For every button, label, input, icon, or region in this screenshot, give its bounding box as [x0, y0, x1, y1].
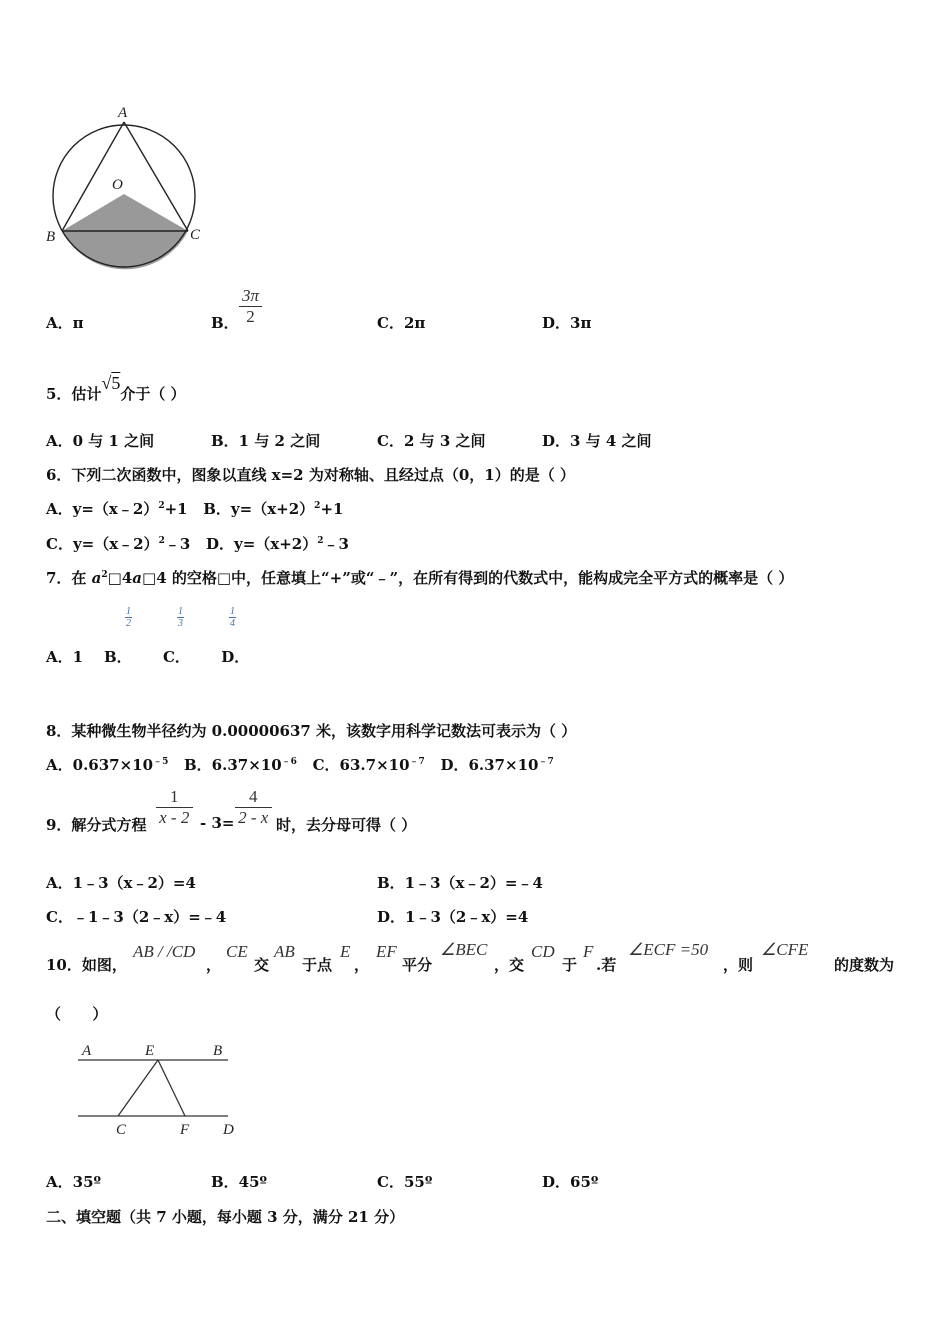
q10-text: 于 — [562, 956, 578, 974]
label-c: C — [116, 1122, 127, 1138]
frac-numerator: 3π — [239, 286, 262, 307]
q9-option-b: B．1﹣3（x﹣2）=﹣4 — [377, 874, 543, 892]
q9-option-a: A．1﹣3（x﹣2）=4 — [46, 874, 196, 892]
q7-options: A．1 B． C． D． — [46, 648, 250, 666]
label-e: E — [145, 1043, 155, 1059]
q4-option-b-label: B． — [211, 314, 239, 332]
q10-num: 10．如图， — [46, 956, 127, 974]
q10-math-ab-parallel-cd: AB / /CD — [133, 942, 196, 961]
q10-text: ，则 — [723, 956, 754, 974]
q10-math-angle-cfe: ∠CFE — [761, 940, 809, 959]
label-d: D — [223, 1122, 234, 1138]
label-a: A — [82, 1043, 92, 1059]
q10-text: ， — [354, 956, 370, 974]
q9-fraction-1 — [156, 787, 193, 828]
q10-option-b: B．45º — [211, 1173, 268, 1191]
q9-suffix: 时，去分母可得（ ） — [276, 816, 417, 834]
q10-text: 于点 — [302, 956, 333, 974]
frac-denominator: 2 - x — [238, 808, 269, 827]
q7-stem: 7．在 $a^2□4a□4$ 的空格□中，任意填上“+”或“﹣”，在所有得到的代数式中，能构成完全平方式的概率是（ ） — [46, 569, 794, 587]
q7-fraction-b: $\frac{1}{2}$ — [126, 606, 131, 629]
circle-triangle-figure — [40, 100, 210, 275]
q9-option-d: D．1﹣3（2﹣x）=4 — [377, 908, 529, 926]
q10-math-cd: CD — [531, 942, 555, 961]
q10-option-a: A．35º — [46, 1173, 102, 1191]
q9-prefix: 9．解分式方程 — [46, 816, 147, 834]
section-heading-fill-in: 二、填空题（共 7 小题，每小题 3 分，满分 21 分） — [46, 1208, 405, 1226]
q4-option-a: A．π — [46, 314, 84, 332]
q10-text: 交 — [254, 956, 270, 974]
q10-math-angle-ecf: ∠ECF =50 — [628, 940, 709, 959]
q5-option-b: B．1 与 2 之间 — [211, 432, 321, 450]
label-c: C — [190, 227, 201, 243]
q8-stem: 8．某种微生物半径约为 0.00000637 米，该数字用科学记数法可表示为（ ） — [46, 722, 577, 740]
label-f: F — [180, 1122, 190, 1138]
q10-math-angle-bec: ∠BEC — [440, 940, 488, 959]
q5-option-d: D．3 与 4 之间 — [542, 432, 652, 450]
q9-fraction-2 — [235, 787, 272, 828]
q10-text: ，交 — [494, 956, 525, 974]
segment-ec — [118, 1060, 158, 1116]
q6-options-cd: C．y=（x﹣2）$^2$﹣3 D．$y=(x+2)^2﹣3$ — [46, 535, 349, 553]
q6-stem: 6．下列二次函数中，图象以直线 x=2 为对称轴、且经过点（0，1）的是（ ） — [46, 466, 575, 484]
frac-denominator: 2 — [246, 307, 255, 326]
frac-numerator: 1 — [156, 787, 193, 808]
q8-options: A．$0.637\times 10^{﹣5}$ B．$6.37\times 10^{﹣6}$ C．$63.7\times 10^{﹣7}$ D．$6.37\times 10^{﹣7}$ — [46, 756, 554, 774]
q10-math-f: F — [583, 942, 594, 961]
label-b: B — [213, 1043, 223, 1059]
q10-text: .若 — [596, 956, 617, 974]
q4-option-d: D．3π — [542, 314, 592, 332]
q10-answer-paren: （ ） — [46, 1005, 108, 1023]
q10-option-d: D．65º — [542, 1173, 599, 1191]
q5-option-a: A．0 与 1 之间 — [46, 432, 155, 450]
q10-math-ce: CE — [226, 942, 248, 961]
parallel-lines-figure — [70, 1038, 250, 1138]
q10-math-ab: AB — [274, 942, 295, 961]
frac-denominator: x - 2 — [159, 808, 190, 827]
q10-math-ef: EF — [376, 942, 397, 961]
q10-text: 的度数为 — [834, 956, 895, 974]
q4-option-b-fraction — [239, 286, 262, 327]
label-a: A — [118, 105, 128, 121]
q5-stem: 5．估计√5介于（ ） — [46, 373, 186, 403]
sqrt-expression: √5 — [101, 373, 121, 393]
q7-fraction-c: $\frac{1}{3}$ — [178, 606, 183, 629]
q7-fraction-d: $\frac{1}{4}$ — [230, 606, 235, 629]
q10-math-e: E — [340, 942, 351, 961]
q9-mid: - 3= — [200, 814, 235, 832]
q10-text: ， — [206, 956, 222, 974]
q4-option-c: C．2π — [377, 314, 426, 332]
label-o: O — [112, 177, 123, 193]
label-b: B — [46, 229, 56, 245]
frac-numerator: 4 — [235, 787, 272, 808]
q5-option-c: C．2 与 3 之间 — [377, 432, 486, 450]
segment-ef — [158, 1060, 185, 1116]
q10-text: 平分 — [402, 956, 433, 974]
q10-option-c: C．55º — [377, 1173, 433, 1191]
q9-option-c: C．﹣1﹣3（2﹣x）=﹣4 — [46, 908, 227, 926]
q6-options-ab: A．y=（x﹣2）$^2$+1 B．$y=(x+2)^2+1$ — [46, 500, 344, 518]
